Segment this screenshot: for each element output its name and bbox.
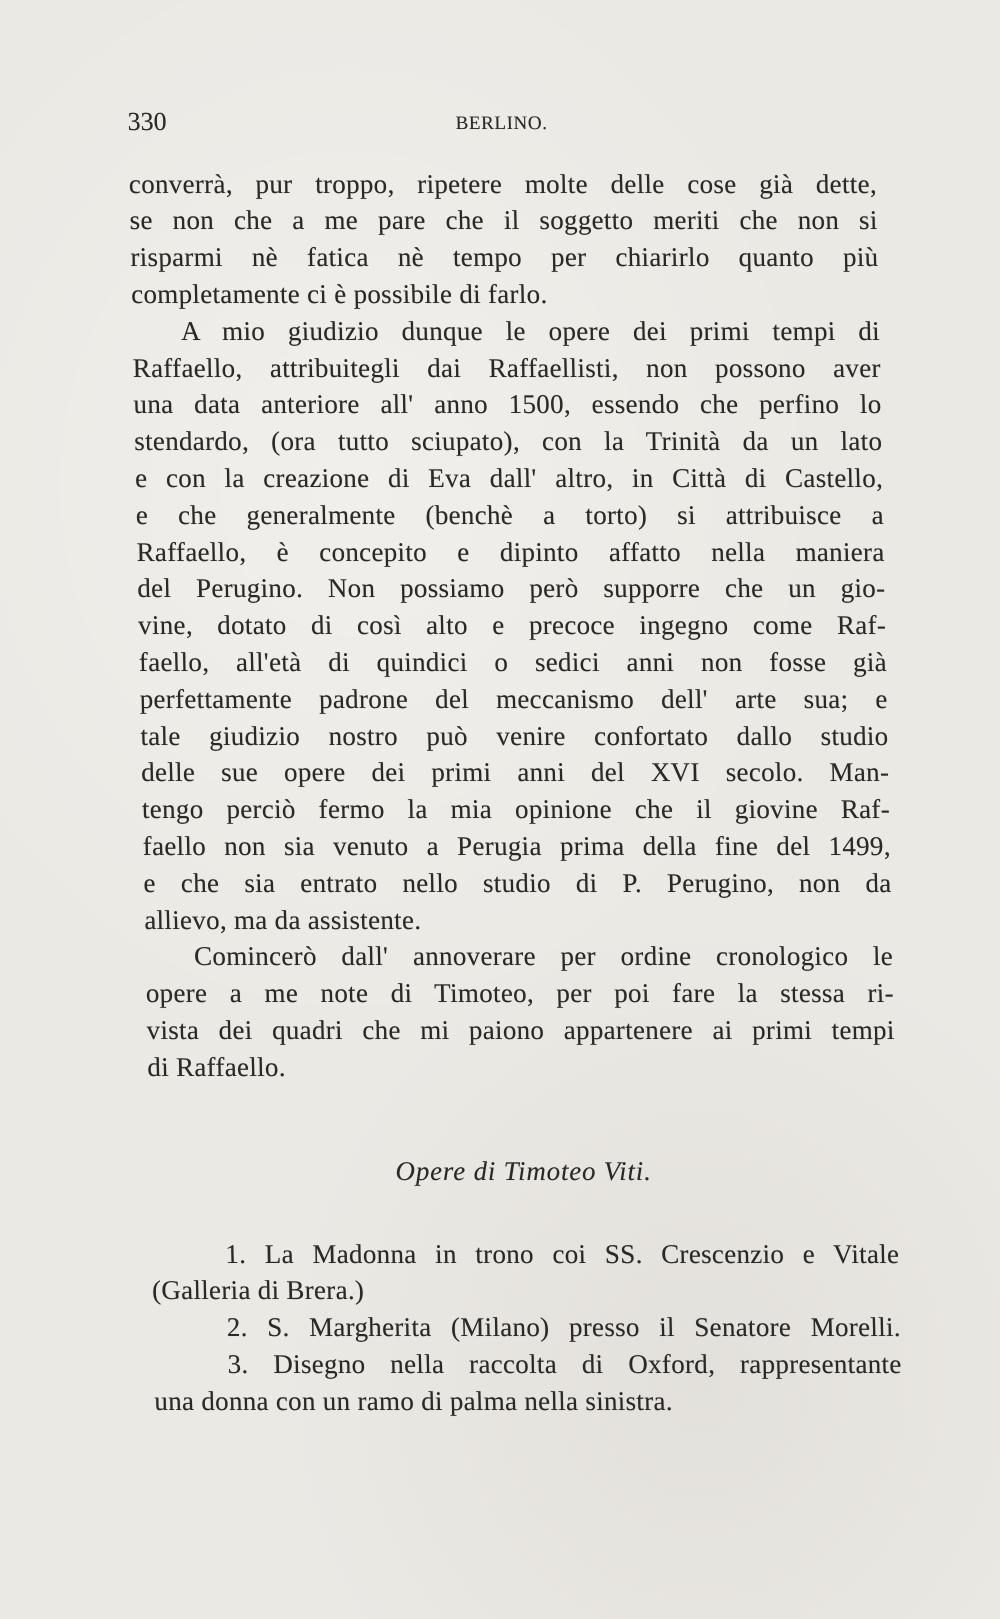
text-line: faello, all'età di quindici o sedici anni non fosse già bbox=[138, 646, 888, 677]
text-line: stendardo, (ora tutto sciupato), con la Trinità da un lato bbox=[133, 426, 883, 457]
text-line: faello non sia venuto a Perugia prima della fine del 1499, bbox=[142, 830, 892, 861]
text-line: risparmi nè fatica nè tempo per chiarirlo quanto più bbox=[130, 242, 879, 273]
text-line: una data anteriore all' anno 1500, essendo che perfino lo bbox=[133, 389, 882, 420]
paragraph bbox=[145, 938, 896, 1085]
text-line: e che generalmente (benchè a torto) si attribuisce a bbox=[135, 499, 885, 530]
text-line: Comincerò dall' annoverare per ordine cronologico le bbox=[193, 941, 894, 972]
text-line: Raffaello, è concepito e dipinto affatto nella maniera bbox=[136, 536, 885, 567]
text-line: tale giudizio nostro può venire confortato dallo studio bbox=[140, 720, 889, 751]
list-item bbox=[151, 1236, 901, 1310]
section-heading: Opere di Timoteo Viti. bbox=[395, 1156, 652, 1186]
list-item bbox=[152, 1309, 901, 1346]
text-line: allievo, ma da assistente. bbox=[143, 904, 422, 935]
page-number: 330 bbox=[127, 107, 167, 136]
works-list bbox=[151, 1236, 903, 1420]
text-line: delle sue opere dei primi anni del XVI secolo. Man- bbox=[140, 757, 890, 788]
text-line: completamente ci è possibile di farlo. bbox=[130, 278, 548, 309]
text-line: 2. S. Margherita (Milano) presso il Senatore Morelli. bbox=[226, 1312, 902, 1343]
text-line: se non che a me pare che il soggetto meriti che non si bbox=[129, 205, 878, 236]
text-line: del Perugino. Non possiamo però supporre che un gio- bbox=[137, 573, 886, 604]
text-line: opere a me note di Timoteo, per poi fare la stessa ri- bbox=[145, 978, 895, 1009]
paragraph bbox=[128, 166, 879, 313]
running-head: BERLINO. bbox=[455, 113, 548, 134]
text-line: di Raffaello. bbox=[147, 1051, 287, 1082]
text-line: converrà, pur troppo, ripetere molte delle cose già dette, bbox=[128, 168, 878, 199]
text-line: una donna con un ramo di palma nella sinistra. bbox=[154, 1385, 674, 1416]
text-line: 3. Disegno nella raccolta di Oxford, rappresentante bbox=[227, 1348, 902, 1379]
text-line: e che sia entrato nello studio di P. Perugino, non da bbox=[143, 867, 892, 898]
text-line: tengo perciò fermo la mia opinione che il giovine Raf- bbox=[141, 794, 891, 825]
text-line: 1. La Madonna in trono coi SS. Crescenzio e Vitale bbox=[224, 1238, 900, 1269]
text-line: (Galleria di Brera.) bbox=[151, 1275, 365, 1306]
text-line: vine, dotato di così alto e precoce ingegno come Raf- bbox=[137, 610, 887, 641]
text-line: vista dei quadri che mi paiono appartenere ai primi tempi bbox=[146, 1014, 895, 1045]
text-line: A mio giudizio dunque le opere dei primi tempi di bbox=[180, 315, 881, 346]
text-line: perfettamente padrone del meccanismo dell' arte sua; e bbox=[139, 683, 888, 714]
list-item bbox=[153, 1346, 903, 1420]
text-line: e con la creazione di Eva dall' altro, in Città di Castello, bbox=[134, 462, 884, 493]
text-line: Raffaello, attribuitegli dai Raffaellisti, non possono aver bbox=[132, 352, 882, 383]
body-text bbox=[128, 166, 895, 1086]
paragraph bbox=[132, 313, 893, 939]
